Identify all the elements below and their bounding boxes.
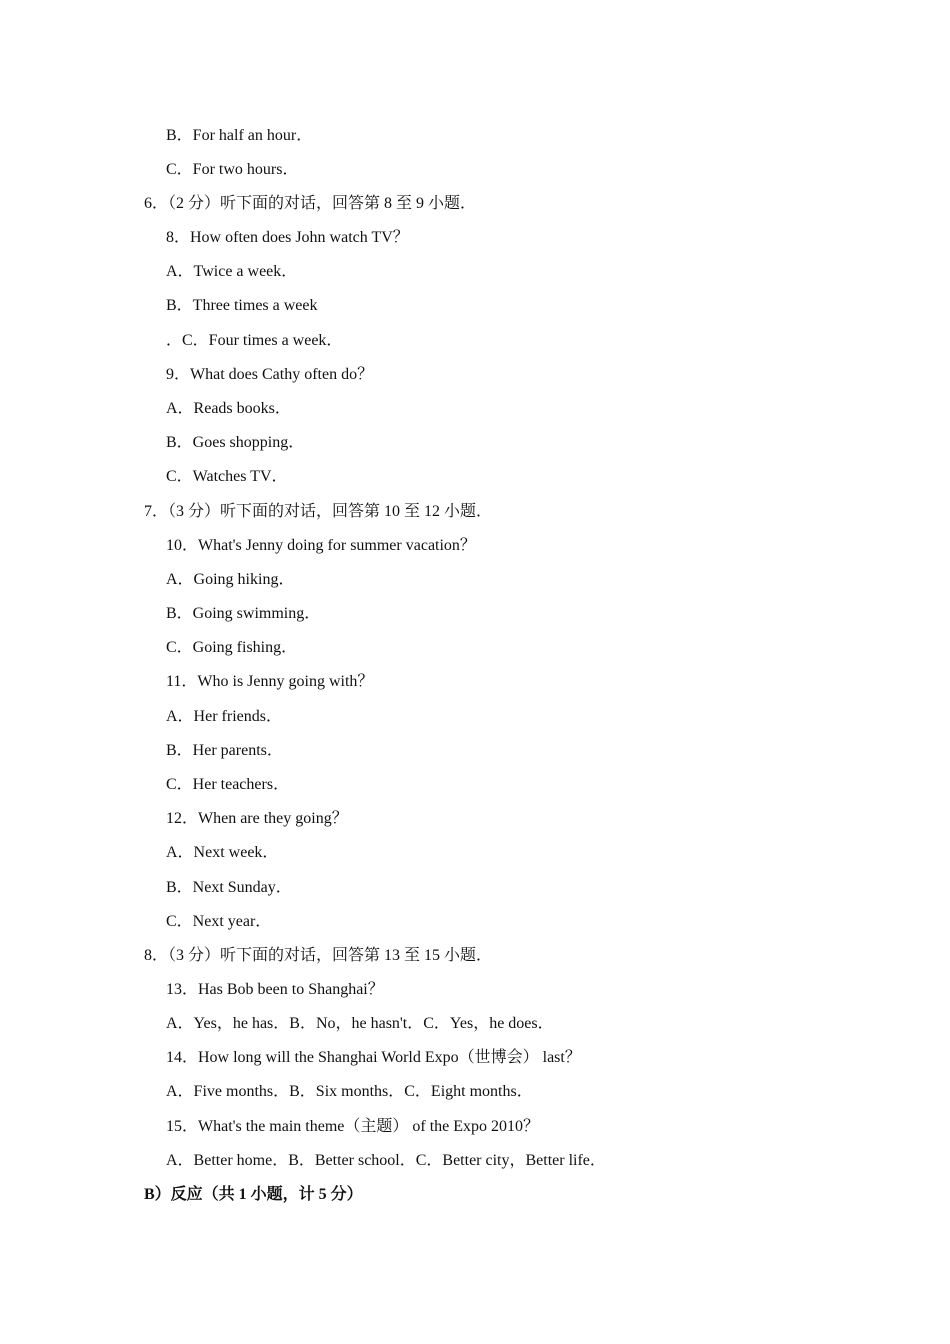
option-a-q12: A．Next week． [166, 844, 279, 861]
section-7-heading: 7．（3 分）听下面的对话，回答第 10 至 12 小题． [144, 503, 493, 520]
option-c-q8: ．C．Four times a week． [166, 332, 343, 349]
option-b-q8: B．Three times a week [166, 297, 318, 314]
options-q15: A．Better home．B．Better school．C．Better city，Better life． [166, 1152, 606, 1169]
question-10: 10．What's Jenny doing for summer vacation？ [166, 537, 476, 554]
option-c-q7: C．For two hours． [166, 161, 299, 178]
option-c-q11: C．Her teachers． [166, 776, 290, 793]
option-b-q10: B．Going swimming． [166, 605, 321, 622]
option-a-q11: A．Her friends． [166, 708, 282, 725]
options-q14: A．Five months．B．Six months．C．Eight months． [166, 1083, 533, 1100]
question-13: 13．Has Bob been to Shanghai？ [166, 981, 384, 998]
option-c-q9: C．Watches TV． [166, 468, 288, 485]
section-8-heading: 8．（3 分）听下面的对话，回答第 13 至 15 小题． [144, 947, 493, 964]
options-q13: A．Yes，he has．B．No，he hasn't．C．Yes，he does． [166, 1015, 554, 1032]
option-b-q7: B．For half an hour． [166, 127, 313, 144]
option-a-q10: A．Going hiking． [166, 571, 295, 588]
option-c-q10: C．Going fishing． [166, 639, 298, 656]
option-c-q12: C．Next year． [166, 913, 272, 930]
option-a-q8: A．Twice a week． [166, 263, 298, 280]
option-b-q9: B．Goes shopping． [166, 434, 305, 451]
question-8: 8．How often does John watch TV？ [166, 229, 409, 246]
section-6-heading: 6．（2 分）听下面的对话，回答第 8 至 9 小题． [144, 195, 477, 212]
question-12: 12．When are they going？ [166, 810, 348, 827]
option-b-q12: B．Next Sunday． [166, 879, 292, 896]
option-b-q11: B．Her parents． [166, 742, 283, 759]
question-9: 9．What does Cathy often do？ [166, 366, 374, 383]
question-11: 11．Who is Jenny going with？ [166, 673, 374, 690]
option-a-q9: A．Reads books． [166, 400, 291, 417]
question-15: 15．What's the main theme（主题） of the Expo 2010？ [166, 1118, 540, 1135]
question-14: 14．How long will the Shanghai World Expo（世博会） last？ [166, 1049, 581, 1066]
part-b-heading: B）反应（共 1 小题，计 5 分） [144, 1186, 363, 1203]
